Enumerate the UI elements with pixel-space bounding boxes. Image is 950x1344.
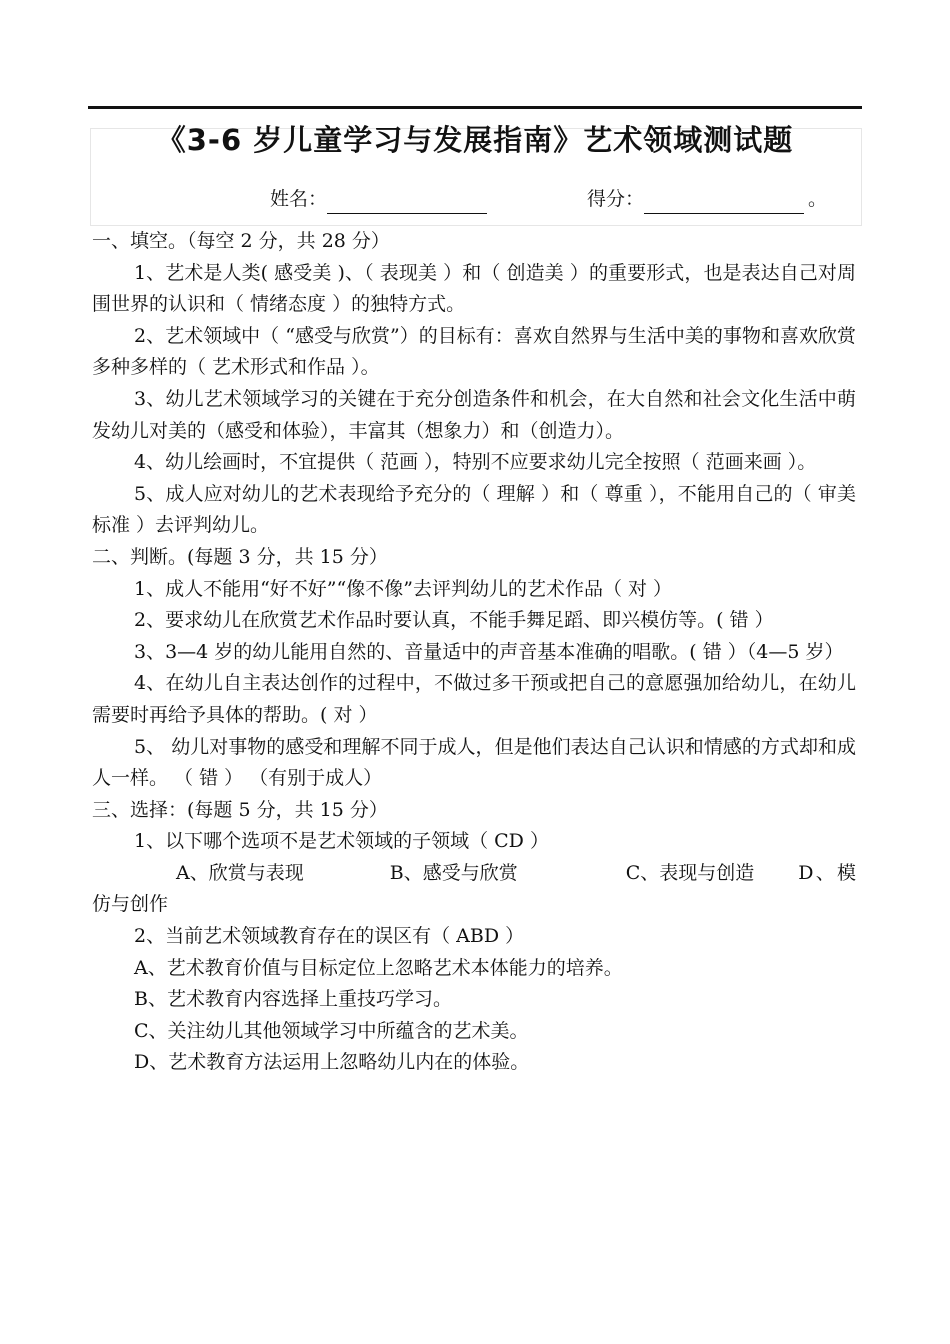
option-d: D、模仿与创作 — [92, 861, 856, 916]
judge-question-4: 4、在幼儿自主表达创作的过程中，不做过多干预或把自己的意愿强加给幼儿，在幼儿需要时再给予具体的帮助。( 对 ） — [92, 672, 856, 726]
fill-question-2: 2、艺术领域中（ “感受与欣赏”）的目标有：喜欢自然界与生活中美的事物和喜欢欣赏多种多样的（ 艺术形式和作品 ）。 — [92, 324, 856, 379]
judge-question-5: 5、 幼儿对事物的感受和理解不同于成人，但是他们表达自己认识和情感的方式却和成人一样。 （ 错 ） （有别于成人） — [92, 735, 856, 790]
top-rule — [88, 106, 862, 109]
choice-question-1-options — [92, 858, 856, 921]
score-label: 得分： — [587, 188, 645, 210]
fill-question-3: 3、幼儿艺术领域学习的关键在于充分创造条件和机会，在大自然和社会文化生活中萌发幼儿对美的（感受和体验），丰富其（想象力）和（创造力）。 — [92, 387, 856, 442]
name-label: 姓名： — [270, 188, 328, 210]
fill-question-1: 1、艺术是人类( 感受美 )、（ 表现美 ）和（ 创造美 ）的重要形式，也是表达自己对周围世界的认识和（ 情绪态度 ）的独特方式。 — [92, 261, 856, 316]
section-2-heading: 二、判断。(每题 3 分，共 15 分） — [92, 545, 388, 568]
judge-question-3: 3、3—4 岁的幼儿能用自然的、音量适中的声音基本准确的唱歌。( 错 ）（4—5 岁） — [134, 640, 844, 663]
choice-question-2-option-c: C、关注幼儿其他领域学习中所蕴含的艺术美。 — [134, 1019, 529, 1042]
option-c: C、表现与创造 — [625, 861, 755, 884]
choice-question-1: 1、以下哪个选项不是艺术领域的子领域（ CD ） — [134, 830, 549, 853]
choice-question-2-option-b: B、艺术教育内容选择上重技巧学习。 — [134, 988, 452, 1011]
end-mark: 。 — [808, 188, 828, 210]
choice-question-2: 2、当前艺术领域教育存在的误区有（ ABD ） — [134, 925, 525, 948]
judge-question-1: 1、成人不能用“好不好”“像不像”去评判幼儿的艺术作品（ 对 ） — [134, 577, 673, 600]
test-content — [92, 226, 856, 1079]
info-row — [270, 184, 827, 214]
name-field[interactable] — [327, 191, 487, 214]
section-1-heading: 一、填空。（每空 2 分，共 28 分） — [92, 230, 390, 252]
page-title: 《3-6 岁儿童学习与发展指南》艺术领域测试题 — [156, 123, 794, 157]
choice-question-2-option-a: A、艺术教育价值与目标定位上忽略艺术本体能力的培养。 — [134, 956, 623, 979]
section-3-heading: 三、选择：(每题 5 分，共 15 分） — [92, 798, 388, 821]
option-b: B、感受与欣赏 — [389, 861, 518, 884]
fill-question-4: 4、幼儿绘画时，不宜提供（ 范画 ），特别不应要求幼儿完全按照（ 范画来画 ）。 — [134, 451, 817, 474]
judge-question-2: 2、要求幼儿在欣赏艺术作品时要认真，不能手舞足蹈、即兴模仿等。( 错 ） — [134, 609, 774, 632]
choice-question-2-option-d: D、艺术教育方法运用上忽略幼儿内在的体验。 — [134, 1051, 530, 1074]
score-field[interactable] — [644, 191, 804, 214]
fill-question-5: 5、成人应对幼儿的艺术表现给予充分的（ 理解 ）和（ 尊重 ），不能用自己的（ 审美标准 ）去评判幼儿。 — [92, 482, 856, 537]
option-a: A、欣赏与表现 — [176, 861, 304, 884]
